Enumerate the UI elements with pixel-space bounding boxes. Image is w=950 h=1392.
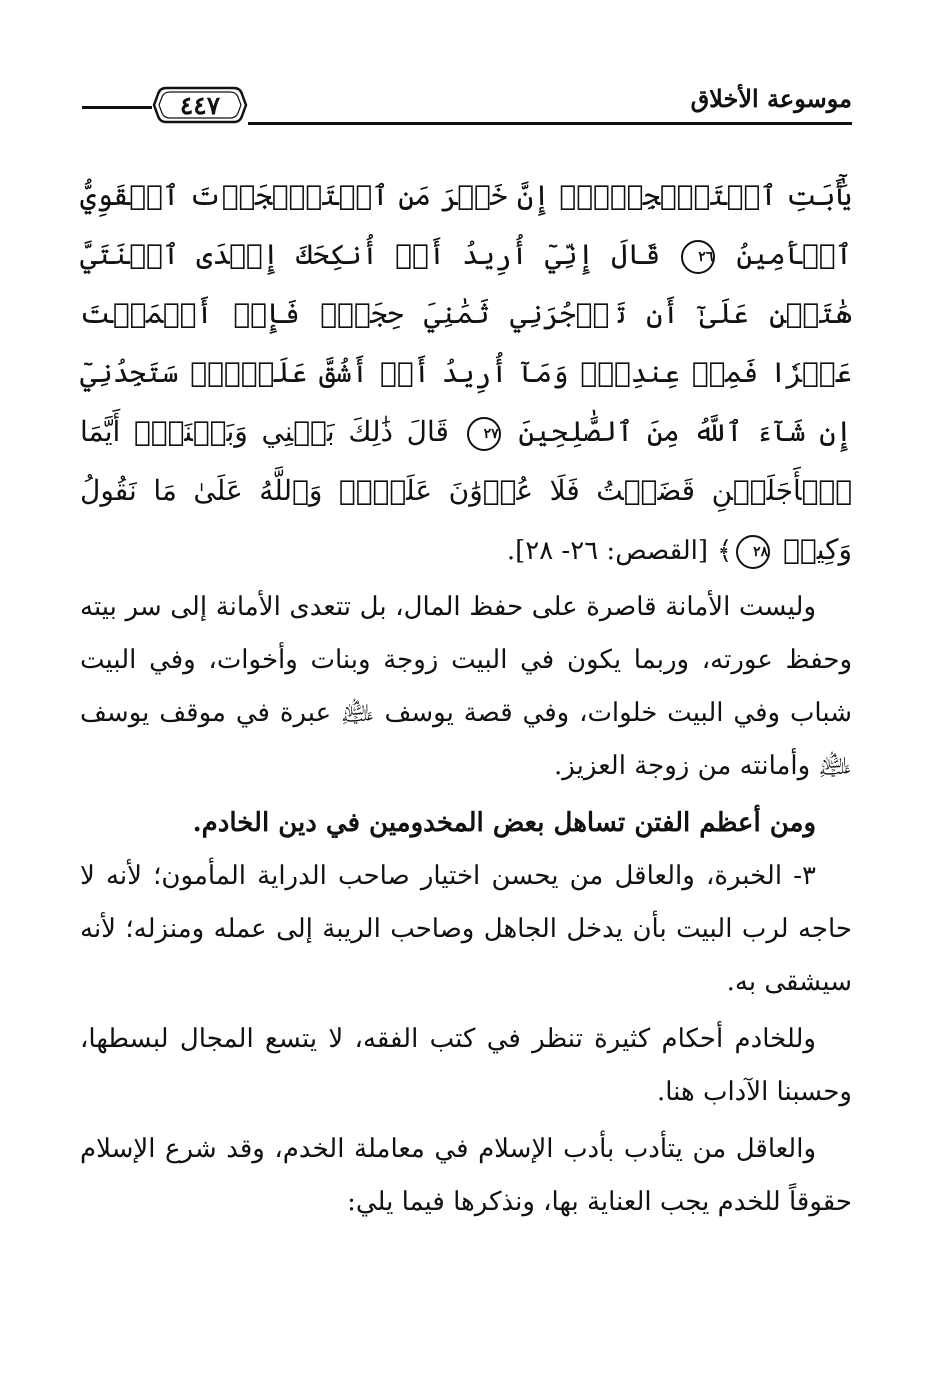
quran-verse-26: يَٰٓأَبَتِ ٱسۡتَـٔۡجِرۡهُۖ إِنَّ خَيۡرَ مَنِ ٱسۡتَـٔۡجَرۡتَ ٱلۡقَوِيُّ ٱلۡأَمِينُ (80, 179, 853, 271)
quran-verse-27: قَالَ إِنِّيٓ أُرِيدُ أَنۡ أُنكِحَكَ إِحۡدَى ٱبۡنَتَيَّ هَٰتَيۡنِ عَلَىٰٓ أَن تَأۡجُرَنِي ثَمَٰنِيَ حِجَجٖۖ فَإِنۡ أَتۡمَمۡتَ عَشۡرٗا فَمِنۡ عِندِكَۖ وَمَآ أُرِيدُ أَنۡ أَشُقَّ عَلَيۡكَۚ سَتَجِدُنِيٓ إِن شَآءَ ٱللَّهُ مِنَ ٱلصَّٰلِحِينَ (80, 238, 853, 448)
paragraph-khibrah: ٣- الخبرة، والعاقل من يحسن اختيار صاحب الدراية المأمون؛ لأنه لا حاجه لرب البيت بأن يدخل الجاهل وصاحب الريبة إلى عمله ومنزله؛ لأنه سيشقى به. (80, 861, 852, 997)
page-number-badge (152, 84, 248, 126)
paragraph-fitan: ومن أعظم الفتن تساهل بعض المخدومين في دين الخادم. (192, 808, 816, 838)
paragraph-ahkam: وللخادم أحكام كثيرة تنظر في كتب الفقه، لا يتسع المجال لبسطها، وحسبنا الآداب هنا. (80, 1024, 852, 1107)
page-number: ٤٤٧ (179, 90, 221, 120)
verse-number-28: ٢٨ (736, 535, 770, 569)
verse-number-27: ٢٧ (467, 417, 501, 451)
quran-passage (80, 166, 852, 581)
page-body (80, 166, 852, 1229)
paragraph-huquq: والعاقل من يتأدب بأدب الإسلام في معاملة الخدم، وقد شرع الإسلام حقوقاً للخدم يجب العناية بها، ونذكرها فيما يلي: (80, 1134, 852, 1217)
closing-brace: ﴾ (716, 536, 733, 566)
running-title: موسوعة الأخلاق (690, 84, 852, 113)
paragraph-amanah: وليست الأمانة قاصرة على حفظ المال، بل تتعدى الأمانة إلى سر بيته وحفظ عورته، وربما يكون في البيت زوجة وبنات وأخوات، وفي البيت شباب وفي البيت خلوات، وفي قصة يوسف ﵇ عبرة في موقف يوسف ﵇ وأمانته من زوجة العزيز. (80, 592, 852, 781)
header-rule (248, 122, 852, 125)
verse-number-26: ٢٦ (681, 240, 715, 274)
header-rule-short (82, 106, 152, 109)
quran-citation: [القصص: ٢٦- ٢٨]. (506, 536, 709, 566)
quran-verse-28: قَالَ ذَٰلِكَ بَيۡنِي وَبَيۡنَكَۖ أَيَّمَا ٱلۡأَجَلَيۡنِ قَضَيۡتُ فَلَا عُدۡوَٰنَ عَلَيَّۖ وَٱللَّهُ عَلَىٰ مَا نَقُولُ وَكِيلٞ (80, 415, 852, 566)
page-header (80, 78, 852, 128)
